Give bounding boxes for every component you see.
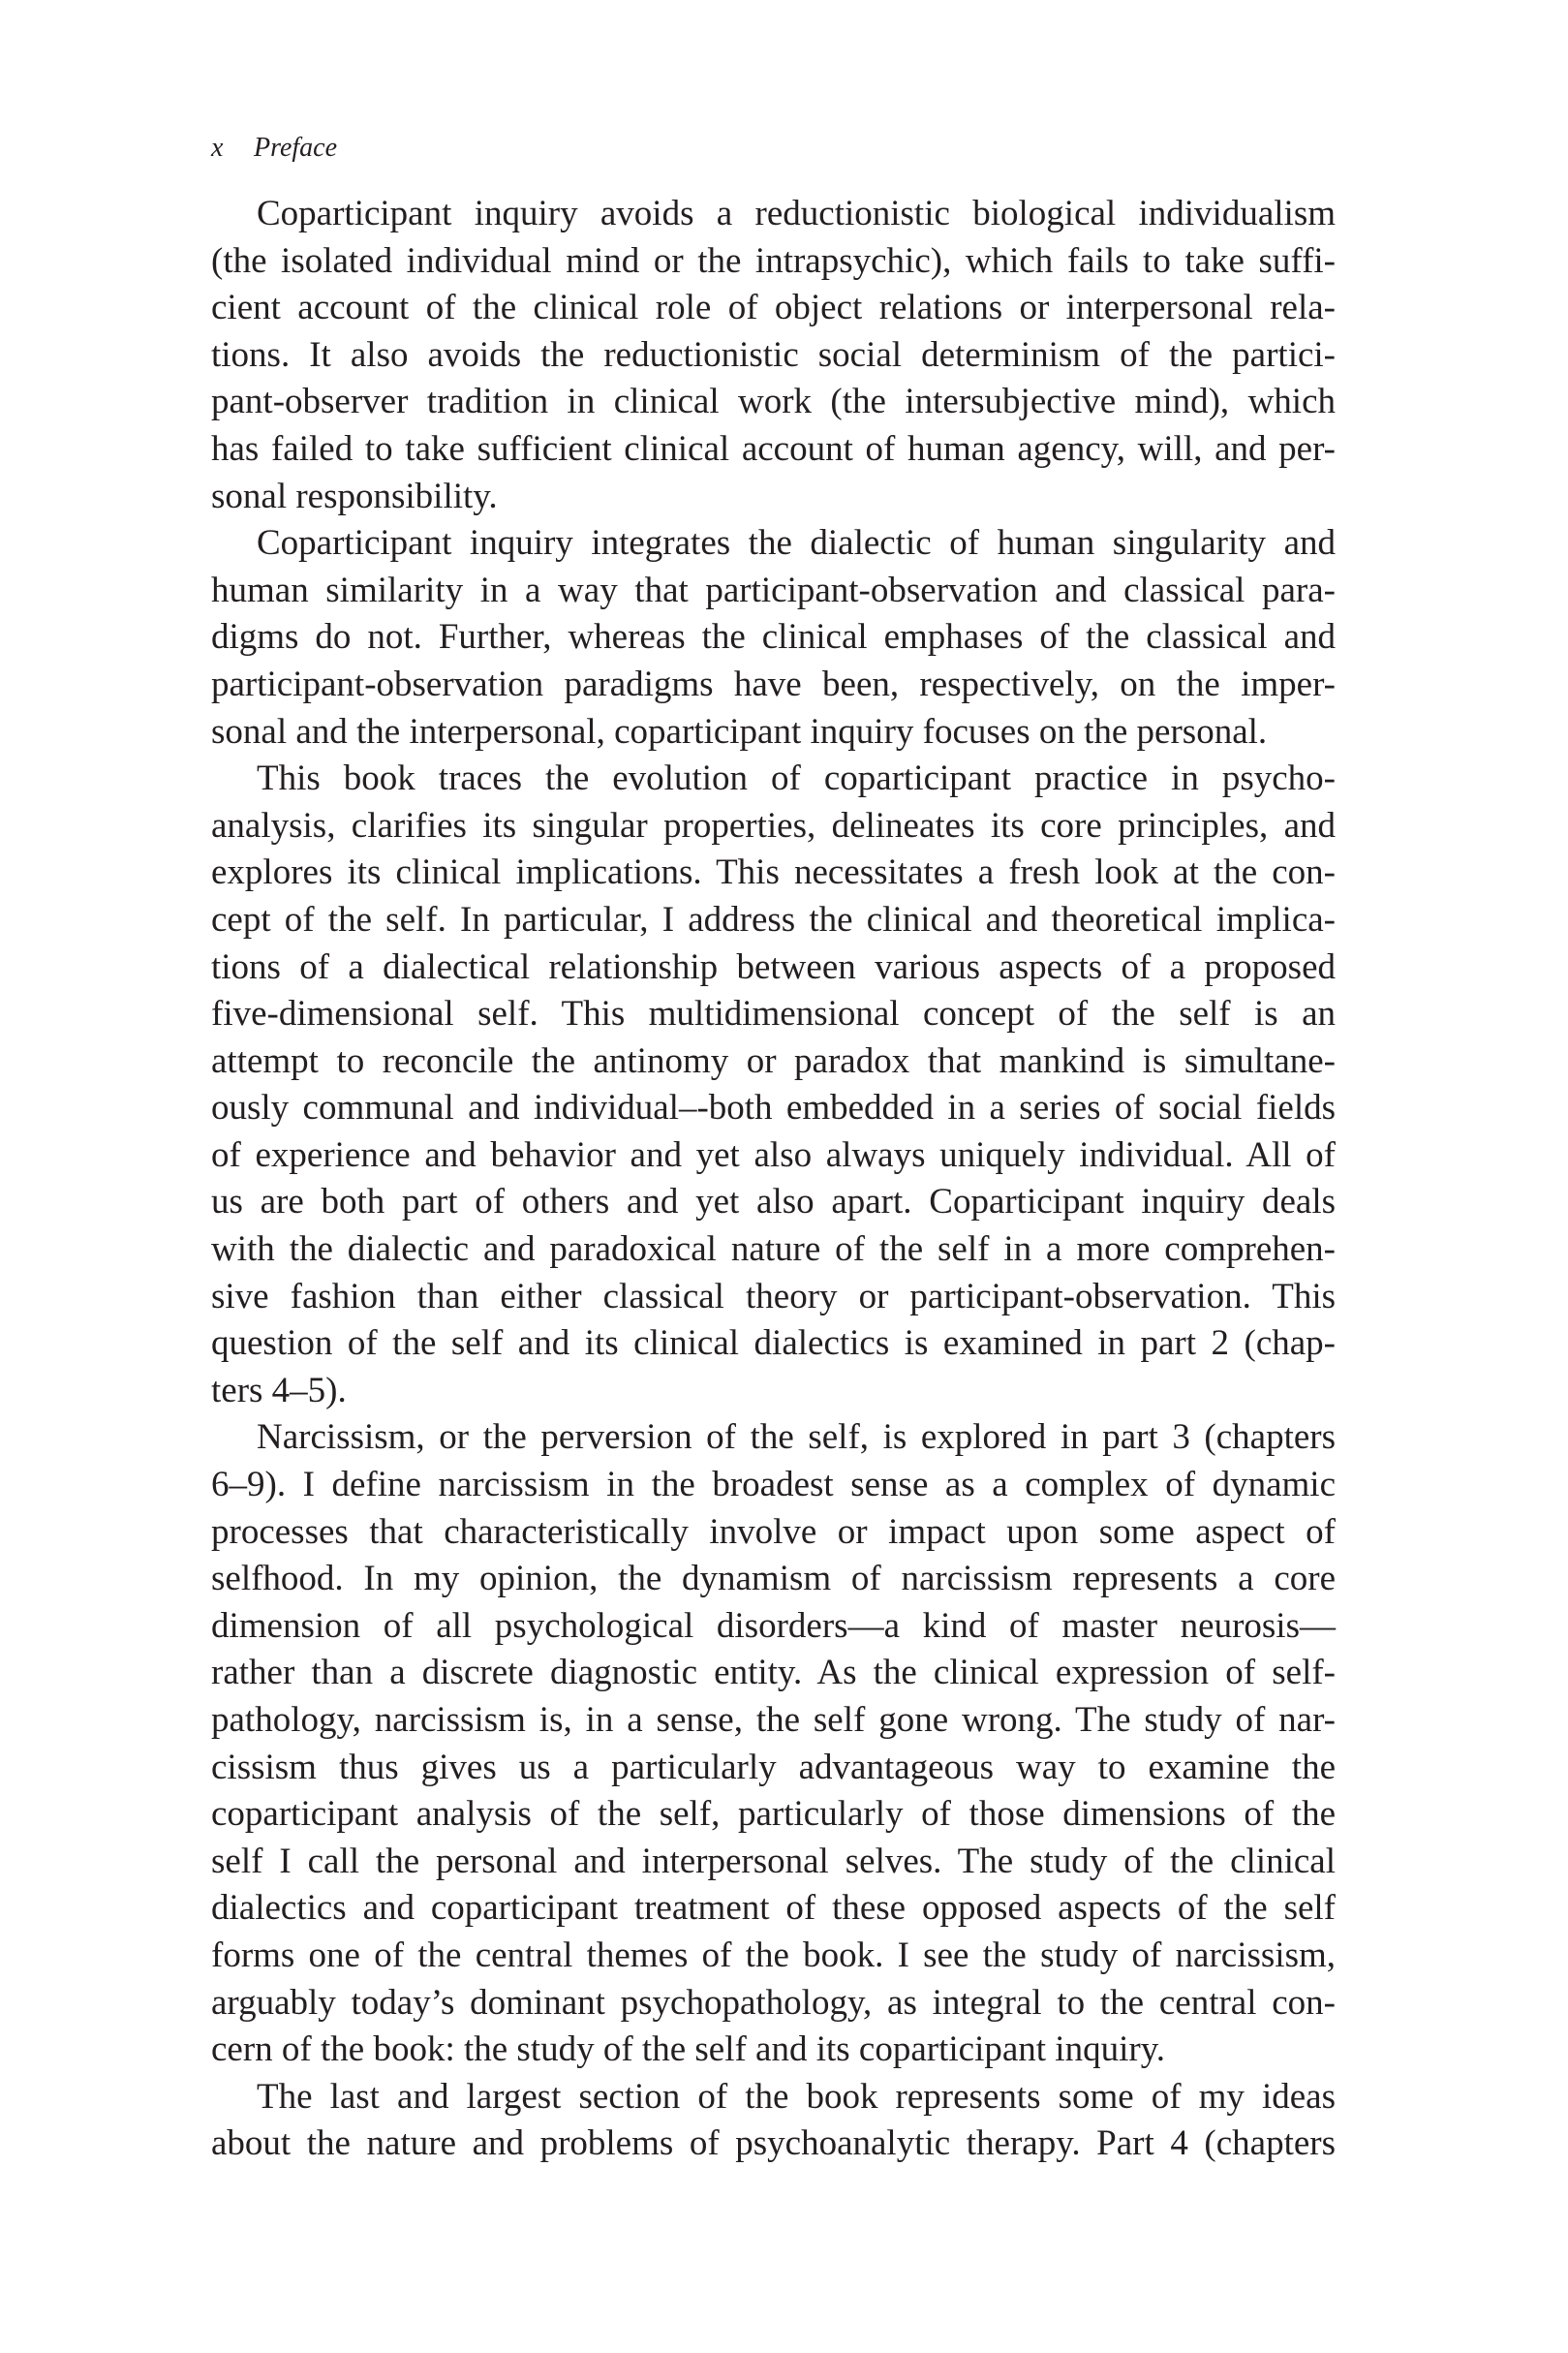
running-head-title: Preface (254, 133, 338, 163)
text-line: pathology, narcissism is, in a sense, the self gone wrong. The study of nar- (211, 1700, 1336, 1740)
text-line: selfhood. In my opinion, the dynamism of narcissism represents a core (211, 1559, 1336, 1599)
text-line: rather than a discrete diagnostic entity. As the clinical expression of self- (211, 1653, 1336, 1693)
text-line: processes that characteristically involve or impact upon some aspect of (211, 1511, 1336, 1552)
paragraph (211, 1414, 1336, 2073)
text-line: 6–9). I define narcissism in the broadest sense as a complex of dynamic (211, 1465, 1336, 1505)
page-number: x (211, 133, 224, 163)
text-line: us are both part of others and yet also apart. Coparticipant inquiry deals (211, 1182, 1336, 1223)
text-line: sive fashion than either classical theory or participant-observation. This (211, 1276, 1336, 1316)
text-line: ters 4–5). (211, 1370, 347, 1410)
text-line: Coparticipant inquiry avoids a reductionistic biological individualism (257, 194, 1336, 233)
text-line: (the isolated individual mind or the intrapsychic), which fails to take suffi- (211, 240, 1336, 281)
text-line: about the nature and problems of psychoanalytic therapy. Part 4 (chapters (211, 2123, 1336, 2164)
text-line: cern of the book: the study of the self and its coparticipant inquiry. (211, 2029, 1166, 2070)
text-line: dimension of all psychological disorders—a kind of master neurosis— (211, 1605, 1336, 1646)
text-line: five-dimensional self. This multidimensional concept of the self is an (211, 994, 1336, 1035)
text-line: question of the self and its clinical dialectics is examined in part 2 (chap- (211, 1323, 1336, 1364)
text-line: dialectics and coparticipant treatment of these opposed aspects of the self (211, 1888, 1336, 1929)
text-line: sonal and the interpersonal, coparticipant inquiry focuses on the personal. (211, 711, 1268, 752)
text-line: Coparticipant inquiry integrates the dialectic of human singularity and (257, 523, 1336, 564)
paragraph (211, 520, 1336, 756)
text-line: digms do not. Further, whereas the clinical emphases of the classical and (211, 617, 1336, 658)
text-line: pant-observer tradition in clinical work (the intersubjective mind), which (211, 382, 1336, 422)
text-line: ously communal and individual–-both embedded in a series of social fields (211, 1088, 1336, 1129)
text-line: coparticipant analysis of the self, particularly of those dimensions of the (211, 1794, 1336, 1835)
paragraph (211, 756, 1336, 1414)
text-line: self I call the personal and interpersonal selves. The study of the clinical (211, 1841, 1336, 1881)
text-line: human similarity in a way that participant-observation and classical para- (211, 570, 1336, 610)
body-text (211, 191, 1336, 2168)
paragraph (211, 191, 1336, 520)
text-line: forms one of the central themes of the book. I see the study of narcissism, (211, 1935, 1336, 1975)
text-line: This book traces the evolution of coparticipant practice in psycho- (257, 759, 1336, 799)
text-line: The last and largest section of the book represents some of my ideas (257, 2076, 1336, 2117)
text-line: cient account of the clinical role of object relations or interpersonal rela- (211, 288, 1336, 328)
text-line: cissism thus gives us a particularly advantageous way to examine the (211, 1747, 1336, 1787)
paragraph (211, 2074, 1336, 2168)
text-line: Narcissism, or the perversion of the self, is explored in part 3 (chapters (257, 1417, 1336, 1458)
text-line: arguably today’s dominant psychopathology, as integral to the central con- (211, 1982, 1336, 2023)
text-line: analysis, clarifies its singular properties, delineates its core principles, and (211, 805, 1336, 846)
text-line: participant-observation paradigms have been, respectively, on the imper- (211, 664, 1336, 704)
text-line: explores its clinical implications. This necessitates a fresh look at the con- (211, 852, 1336, 893)
running-head (211, 132, 337, 165)
text-line: tions of a dialectical relationship between various aspects of a proposed (211, 946, 1336, 987)
text-line: cept of the self. In particular, I address the clinical and theoretical implica- (211, 899, 1336, 940)
text-line: has failed to take sufficient clinical account of human agency, will, and per- (211, 428, 1336, 469)
text-line: sonal responsibility. (211, 476, 498, 516)
text-line: of experience and behavior and yet also always uniquely individual. All of (211, 1134, 1336, 1175)
text-line: attempt to reconcile the antinomy or paradox that mankind is simultane- (211, 1040, 1336, 1081)
text-line: tions. It also avoids the reductionistic social determinism of the partici- (211, 334, 1336, 375)
text-line: with the dialectic and paradoxical nature of the self in a more comprehen- (211, 1229, 1336, 1270)
